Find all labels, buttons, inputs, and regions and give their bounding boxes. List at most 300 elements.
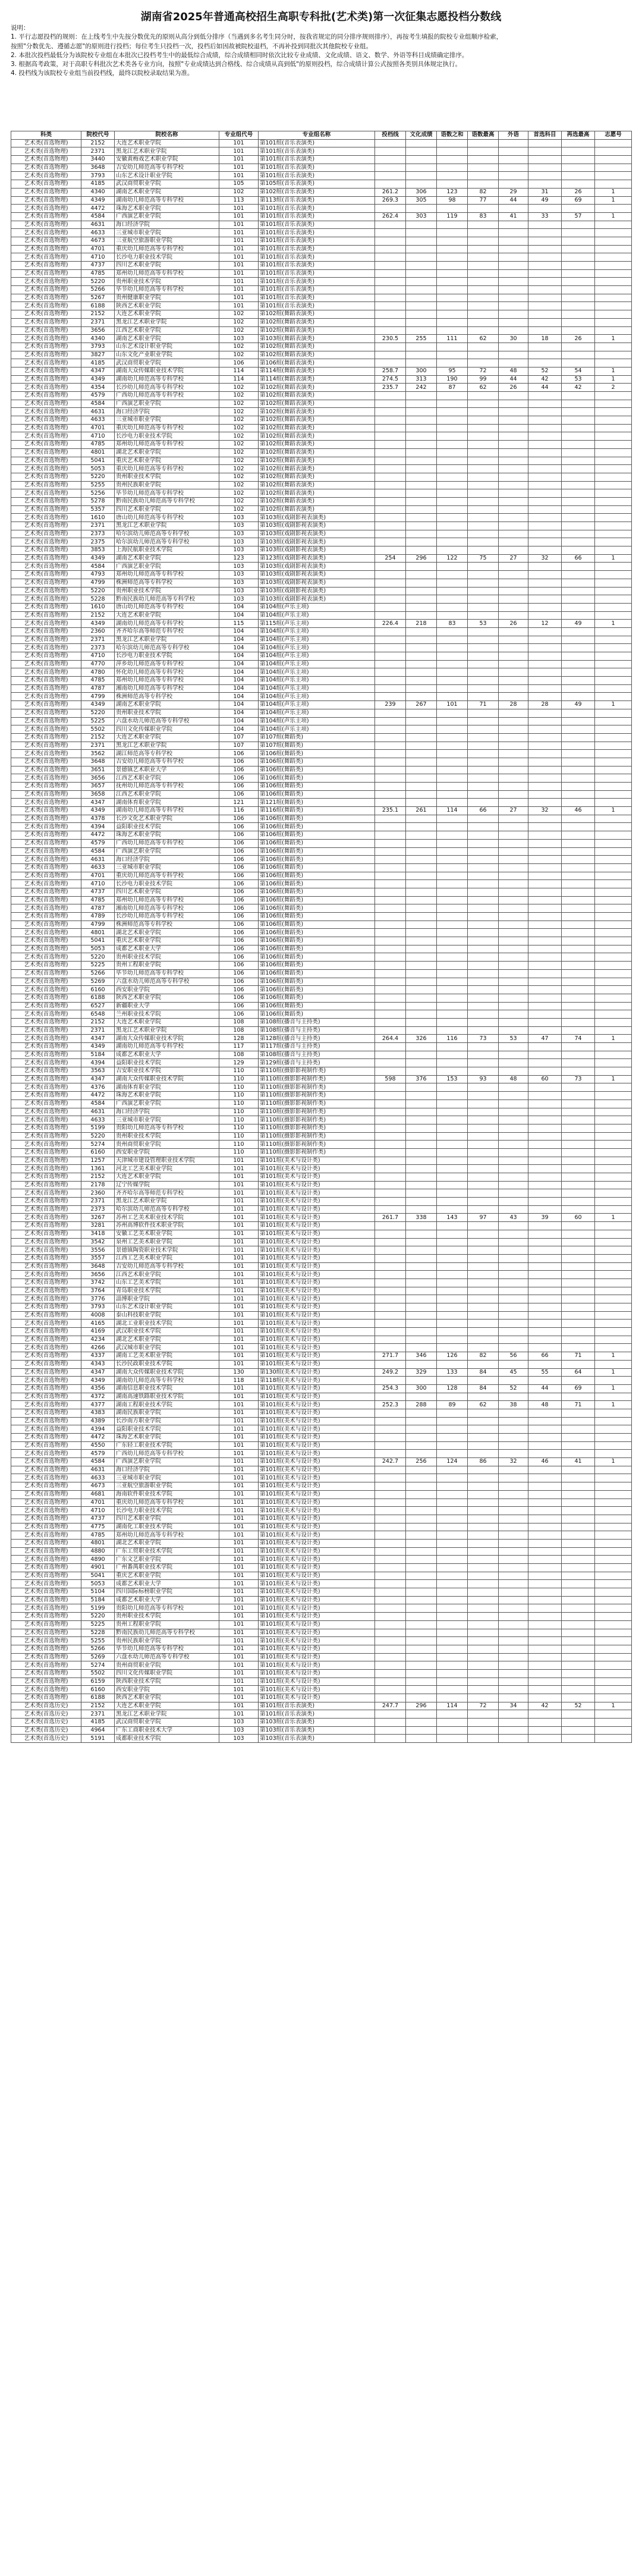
- table-cell: 第101组(美术与设计类): [259, 1539, 375, 1547]
- table-cell: 艺术类(首选物理): [11, 815, 81, 823]
- table-cell: [528, 1278, 562, 1287]
- table-cell: 101: [219, 1320, 259, 1328]
- table-cell: [499, 1719, 528, 1727]
- table-cell: 艺术类(首选物理): [11, 1669, 81, 1677]
- table-cell: [437, 994, 468, 1002]
- table-cell: 4472: [81, 1434, 115, 1442]
- table-cell: 第106组(舞蹈类): [259, 831, 375, 840]
- table-cell: [562, 1393, 595, 1401]
- table-cell: 艺术类(首选物理): [11, 278, 81, 286]
- table-cell: 黑龙江艺术职业学院: [115, 147, 219, 156]
- table-cell: 艺术类(首选物理): [11, 1026, 81, 1035]
- table-cell: [562, 505, 595, 514]
- table-cell: [406, 262, 437, 270]
- table-cell: 4633: [81, 1116, 115, 1124]
- table-cell: [437, 1499, 468, 1507]
- table-cell: 第101组(美术与设计类): [259, 1181, 375, 1189]
- table-cell: [406, 1523, 437, 1531]
- table-cell: 艺术类(首选物理): [11, 1531, 81, 1540]
- table-cell: 山东文化产业职业学院: [115, 351, 219, 359]
- table-cell: [375, 652, 406, 661]
- table-cell: 第101组(美术与设计类): [259, 1686, 375, 1694]
- table-cell: [595, 571, 632, 579]
- table-cell: 艺术类(首选物理): [11, 1278, 81, 1287]
- table-cell: 101: [219, 1287, 259, 1295]
- table-row: [11, 164, 632, 172]
- table-cell: [499, 497, 528, 505]
- table-cell: 艺术类(首选物理): [11, 1450, 81, 1458]
- table-cell: 5041: [81, 1572, 115, 1580]
- table-cell: [375, 1141, 406, 1149]
- table-cell: 重庆幼儿师范高等专科学校: [115, 872, 219, 880]
- table-cell: 26: [562, 188, 595, 196]
- table-cell: [562, 1620, 595, 1629]
- table-cell: [499, 147, 528, 156]
- table-cell: 102: [219, 424, 259, 432]
- table-cell: [595, 587, 632, 595]
- table-row: [11, 1141, 632, 1149]
- table-cell: 4472: [81, 831, 115, 840]
- table-cell: [437, 156, 468, 164]
- table-cell: [499, 253, 528, 262]
- table-cell: [406, 1124, 437, 1132]
- table-cell: [468, 839, 499, 847]
- table-cell: [528, 1523, 562, 1531]
- table-cell: [499, 269, 528, 278]
- table-cell: [562, 693, 595, 701]
- table-cell: [437, 530, 468, 538]
- table-cell: 329: [406, 1368, 437, 1377]
- table-cell: [562, 416, 595, 425]
- table-cell: [468, 1377, 499, 1385]
- table-cell: [406, 563, 437, 571]
- table-cell: 萍乡幼儿师范高等专科学校: [115, 660, 219, 668]
- table-cell: 106: [219, 913, 259, 921]
- table-cell: 艺术类(首选物理): [11, 1295, 81, 1303]
- table-cell: 106: [219, 937, 259, 945]
- table-cell: [437, 1067, 468, 1076]
- table-cell: [595, 603, 632, 611]
- table-cell: [499, 1417, 528, 1425]
- table-cell: 5274: [81, 1141, 115, 1149]
- table-cell: 52: [562, 1702, 595, 1710]
- table-cell: 广西演艺职业学院: [115, 400, 219, 408]
- table-cell: 106: [219, 872, 259, 880]
- table-cell: [375, 1686, 406, 1694]
- table-cell: [528, 147, 562, 156]
- table-cell: 湖南大众传媒职业技术学院: [115, 1035, 219, 1043]
- table-cell: 艺术类(首选物理): [11, 953, 81, 962]
- table-row: [11, 1425, 632, 1434]
- table-cell: [528, 945, 562, 953]
- table-cell: [437, 831, 468, 840]
- table-cell: 第102组(舞蹈表演类): [259, 400, 375, 408]
- table-cell: 6188: [81, 302, 115, 310]
- table-cell: [595, 1198, 632, 1206]
- table-cell: [437, 326, 468, 335]
- table-cell: 77: [468, 196, 499, 205]
- table-cell: [528, 1474, 562, 1482]
- table-cell: [499, 1490, 528, 1499]
- table-cell: [375, 408, 406, 416]
- table-row: [11, 1547, 632, 1556]
- table-cell: 33: [528, 212, 562, 221]
- table-cell: [406, 1328, 437, 1336]
- table-cell: [406, 1026, 437, 1035]
- table-cell: 第101组(美术与设计类): [259, 1198, 375, 1206]
- table-cell: 第101组(美术与设计类): [259, 1157, 375, 1165]
- table-cell: 艺术类(首选历史): [11, 1710, 81, 1719]
- table-cell: 106: [219, 888, 259, 896]
- table-cell: [437, 1010, 468, 1019]
- table-cell: 艺术类(首选物理): [11, 1108, 81, 1116]
- table-cell: 102: [219, 481, 259, 489]
- table-row: [11, 1092, 632, 1100]
- table-cell: [595, 1336, 632, 1344]
- table-cell: 106: [219, 904, 259, 913]
- table-cell: [499, 668, 528, 677]
- table-cell: [499, 1083, 528, 1092]
- table-cell: [468, 530, 499, 538]
- table-cell: [406, 766, 437, 774]
- table-row: [11, 701, 632, 709]
- table-cell: [595, 1246, 632, 1255]
- table-row: [11, 627, 632, 636]
- table-cell: 103: [219, 1735, 259, 1743]
- table-cell: 101: [219, 269, 259, 278]
- table-row: [11, 1157, 632, 1165]
- table-cell: [499, 172, 528, 180]
- table-cell: [562, 1417, 595, 1425]
- table-cell: [528, 318, 562, 326]
- table-cell: 101: [219, 1523, 259, 1531]
- table-cell: [406, 318, 437, 326]
- table-cell: 艺术类(首选历史): [11, 1726, 81, 1735]
- table-cell: [499, 489, 528, 498]
- table-cell: [468, 758, 499, 766]
- table-cell: [499, 1556, 528, 1564]
- table-cell: 艺术类(首选物理): [11, 807, 81, 815]
- table-cell: 西安职业学院: [115, 1686, 219, 1694]
- table-cell: [595, 505, 632, 514]
- table-cell: 5255: [81, 481, 115, 489]
- table-cell: [528, 489, 562, 498]
- table-row: [11, 1010, 632, 1019]
- table-cell: [375, 571, 406, 579]
- table-cell: [528, 847, 562, 856]
- table-cell: 景德镇陶瓷职业技术学院: [115, 1246, 219, 1255]
- table-cell: [562, 522, 595, 530]
- table-cell: 42: [562, 384, 595, 392]
- table-cell: 47: [528, 1035, 562, 1043]
- table-cell: [595, 733, 632, 742]
- table-row: [11, 294, 632, 302]
- table-cell: [406, 880, 437, 888]
- table-cell: [595, 156, 632, 164]
- table-cell: 第101组(美术与设计类): [259, 1450, 375, 1458]
- table-cell: [499, 709, 528, 717]
- table-cell: 106: [219, 359, 259, 367]
- table-cell: 重庆幼儿师范高等专科学校: [115, 245, 219, 253]
- table-cell: 艺术类(首选历史): [11, 1702, 81, 1710]
- table-cell: 53: [499, 1035, 528, 1043]
- table-cell: [562, 863, 595, 872]
- table-cell: [528, 1515, 562, 1523]
- table-cell: [528, 1482, 562, 1491]
- table-cell: [406, 253, 437, 262]
- table-cell: 5502: [81, 1669, 115, 1677]
- table-cell: [437, 416, 468, 425]
- table-cell: [595, 147, 632, 156]
- table-cell: [468, 1539, 499, 1547]
- table-cell: [406, 725, 437, 734]
- table-row: [11, 554, 632, 563]
- table-cell: [406, 1735, 437, 1743]
- table-cell: 第106组(舞蹈类): [259, 872, 375, 880]
- table-cell: 第101组(美术与设计类): [259, 1661, 375, 1670]
- table-cell: [528, 904, 562, 913]
- table-cell: [406, 457, 437, 465]
- table-cell: 艺术类(首选物理): [11, 1067, 81, 1076]
- table-cell: [528, 677, 562, 685]
- table-cell: [595, 644, 632, 652]
- table-cell: 艺术类(首选物理): [11, 1124, 81, 1132]
- table-cell: 贵州商贸职业学院: [115, 1141, 219, 1149]
- table-row: [11, 790, 632, 799]
- table-cell: [499, 677, 528, 685]
- table-cell: [406, 546, 437, 555]
- table-cell: [528, 229, 562, 237]
- table-cell: [595, 668, 632, 677]
- table-cell: [595, 1157, 632, 1165]
- table-cell: [406, 986, 437, 994]
- table-cell: [562, 758, 595, 766]
- table-cell: 101: [219, 286, 259, 294]
- table-cell: 103: [219, 595, 259, 604]
- table-cell: [595, 815, 632, 823]
- table-cell: [499, 733, 528, 742]
- table-cell: 第101组(美术与设计类): [259, 1653, 375, 1661]
- table-cell: 艺术类(首选物理): [11, 563, 81, 571]
- table-cell: [375, 1254, 406, 1262]
- table-cell: [562, 1441, 595, 1450]
- table-cell: [499, 1499, 528, 1507]
- table-cell: 104: [219, 684, 259, 693]
- table-cell: 四川艺术职业学院: [115, 505, 219, 514]
- table-cell: [499, 229, 528, 237]
- table-cell: [468, 286, 499, 294]
- table-cell: [595, 953, 632, 962]
- table-cell: [562, 359, 595, 367]
- table-cell: [499, 1026, 528, 1035]
- table-cell: 第102组(音乐表演类): [259, 188, 375, 196]
- table-cell: 101: [219, 245, 259, 253]
- table-cell: [499, 1596, 528, 1604]
- table-cell: [562, 1580, 595, 1588]
- table-cell: [499, 1735, 528, 1743]
- table-cell: 第101组(音乐表演类): [259, 237, 375, 245]
- table-cell: 第101组(美术与设计类): [259, 1320, 375, 1328]
- table-cell: 4785: [81, 1531, 115, 1540]
- table-cell: 海口经济学院: [115, 1466, 219, 1474]
- table-cell: [562, 1474, 595, 1482]
- table-row: [11, 1719, 632, 1727]
- table-cell: 104: [219, 677, 259, 685]
- table-cell: [406, 1588, 437, 1597]
- table-cell: [528, 733, 562, 742]
- table-cell: [468, 1344, 499, 1352]
- table-cell: 第103组(戏剧影视表演类): [259, 587, 375, 595]
- table-cell: [528, 1719, 562, 1727]
- table-cell: [468, 945, 499, 953]
- table-cell: 第130组(美术与设计类): [259, 1368, 375, 1377]
- table-cell: [528, 742, 562, 750]
- table-cell: 101: [219, 164, 259, 172]
- table-cell: 254: [375, 554, 406, 563]
- table-row: [11, 424, 632, 432]
- table-cell: 4394: [81, 1425, 115, 1434]
- table-cell: [437, 245, 468, 253]
- table-cell: [437, 481, 468, 489]
- table-cell: 5357: [81, 505, 115, 514]
- table-cell: [406, 473, 437, 481]
- table-cell: 第101组(美术与设计类): [259, 1458, 375, 1466]
- table-row: [11, 139, 632, 147]
- table-cell: [499, 448, 528, 457]
- table-cell: 2152: [81, 1702, 115, 1710]
- table-cell: 第101组(美术与设计类): [259, 1238, 375, 1246]
- table-cell: 6160: [81, 986, 115, 994]
- table-cell: [375, 872, 406, 880]
- table-cell: 第101组(美术与设计类): [259, 1360, 375, 1368]
- table-cell: 艺术类(首选物理): [11, 1352, 81, 1361]
- table-cell: 103: [219, 514, 259, 522]
- table-cell: [499, 1287, 528, 1295]
- table-cell: 102: [219, 473, 259, 481]
- table-cell: 第106组(舞蹈类): [259, 774, 375, 783]
- table-cell: [562, 318, 595, 326]
- table-cell: [595, 1613, 632, 1621]
- table-cell: [499, 847, 528, 856]
- table-cell: 第103组(音乐表演类): [259, 1735, 375, 1743]
- table-cell: [406, 400, 437, 408]
- table-cell: [437, 904, 468, 913]
- table-row: [11, 245, 632, 253]
- table-cell: [375, 1726, 406, 1735]
- table-cell: [528, 1686, 562, 1694]
- table-cell: [437, 660, 468, 668]
- table-cell: 4785: [81, 677, 115, 685]
- table-cell: 101: [219, 1434, 259, 1442]
- table-row: [11, 1278, 632, 1287]
- table-cell: [468, 1677, 499, 1686]
- table-cell: [528, 1637, 562, 1645]
- table-cell: 4710: [81, 880, 115, 888]
- table-cell: [595, 921, 632, 929]
- table-cell: [437, 538, 468, 546]
- table-cell: 107: [219, 742, 259, 750]
- table-cell: [562, 1157, 595, 1165]
- table-cell: 第106组(舞蹈类): [259, 888, 375, 896]
- table-cell: [562, 611, 595, 620]
- table-cell: 山东艺术设计职业学院: [115, 343, 219, 351]
- table-row: [11, 904, 632, 913]
- table-cell: 106: [219, 774, 259, 783]
- table-cell: 103: [219, 579, 259, 587]
- table-cell: 艺术类(首选物理): [11, 636, 81, 644]
- table-cell: [437, 790, 468, 799]
- table-cell: [437, 896, 468, 904]
- table-row: [11, 1295, 632, 1303]
- table-cell: 第106组(舞蹈类): [259, 921, 375, 929]
- table-cell: [375, 481, 406, 489]
- table-cell: [437, 1132, 468, 1141]
- table-cell: 第102组(舞蹈表演类): [259, 457, 375, 465]
- table-cell: [528, 1620, 562, 1629]
- table-cell: 湖南大众传媒职业技术学院: [115, 367, 219, 375]
- table-cell: [499, 896, 528, 904]
- table-cell: [375, 1181, 406, 1189]
- table-cell: [595, 766, 632, 774]
- table-cell: [375, 1580, 406, 1588]
- table-cell: [437, 677, 468, 685]
- table-cell: [437, 595, 468, 604]
- table-cell: 41: [562, 1458, 595, 1466]
- table-cell: [406, 359, 437, 367]
- table-cell: [375, 693, 406, 701]
- table-cell: [528, 668, 562, 677]
- table-cell: 46: [528, 1458, 562, 1466]
- table-cell: [499, 595, 528, 604]
- table-row: [11, 1710, 632, 1719]
- table-cell: 艺术类(首选物理): [11, 969, 81, 978]
- table-cell: [437, 1271, 468, 1279]
- table-cell: [375, 1661, 406, 1670]
- table-cell: [375, 799, 406, 807]
- table-row: [11, 1409, 632, 1417]
- table-cell: [499, 969, 528, 978]
- table-row: [11, 994, 632, 1002]
- table-cell: [437, 750, 468, 758]
- table-cell: 101: [219, 1157, 259, 1165]
- table-cell: 106: [219, 986, 259, 994]
- table-cell: [499, 831, 528, 840]
- table-cell: 5220: [81, 1132, 115, 1141]
- table-cell: 第101组(美术与设计类): [259, 1214, 375, 1222]
- table-cell: 2371: [81, 147, 115, 156]
- table-cell: 郑州幼儿师范高等专科学校: [115, 677, 219, 685]
- table-cell: 艺术类(首选物理): [11, 1075, 81, 1083]
- table-cell: [499, 888, 528, 896]
- table-row: [11, 538, 632, 546]
- table-cell: 103: [219, 1719, 259, 1727]
- table-cell: [468, 1099, 499, 1108]
- table-row: [11, 774, 632, 783]
- table-cell: 101: [219, 1572, 259, 1580]
- table-cell: [499, 310, 528, 319]
- table-cell: [375, 172, 406, 180]
- table-cell: 毕节幼儿师范高等专科学校: [115, 489, 219, 498]
- table-cell: [562, 489, 595, 498]
- table-cell: 陕西艺术职业学院: [115, 994, 219, 1002]
- table-row: [11, 1311, 632, 1320]
- table-cell: 4631: [81, 1108, 115, 1116]
- table-cell: [562, 750, 595, 758]
- table-cell: [595, 1303, 632, 1312]
- table-cell: 艺术类(首选物理): [11, 1613, 81, 1621]
- table-cell: [375, 1271, 406, 1279]
- table-cell: [406, 1262, 437, 1271]
